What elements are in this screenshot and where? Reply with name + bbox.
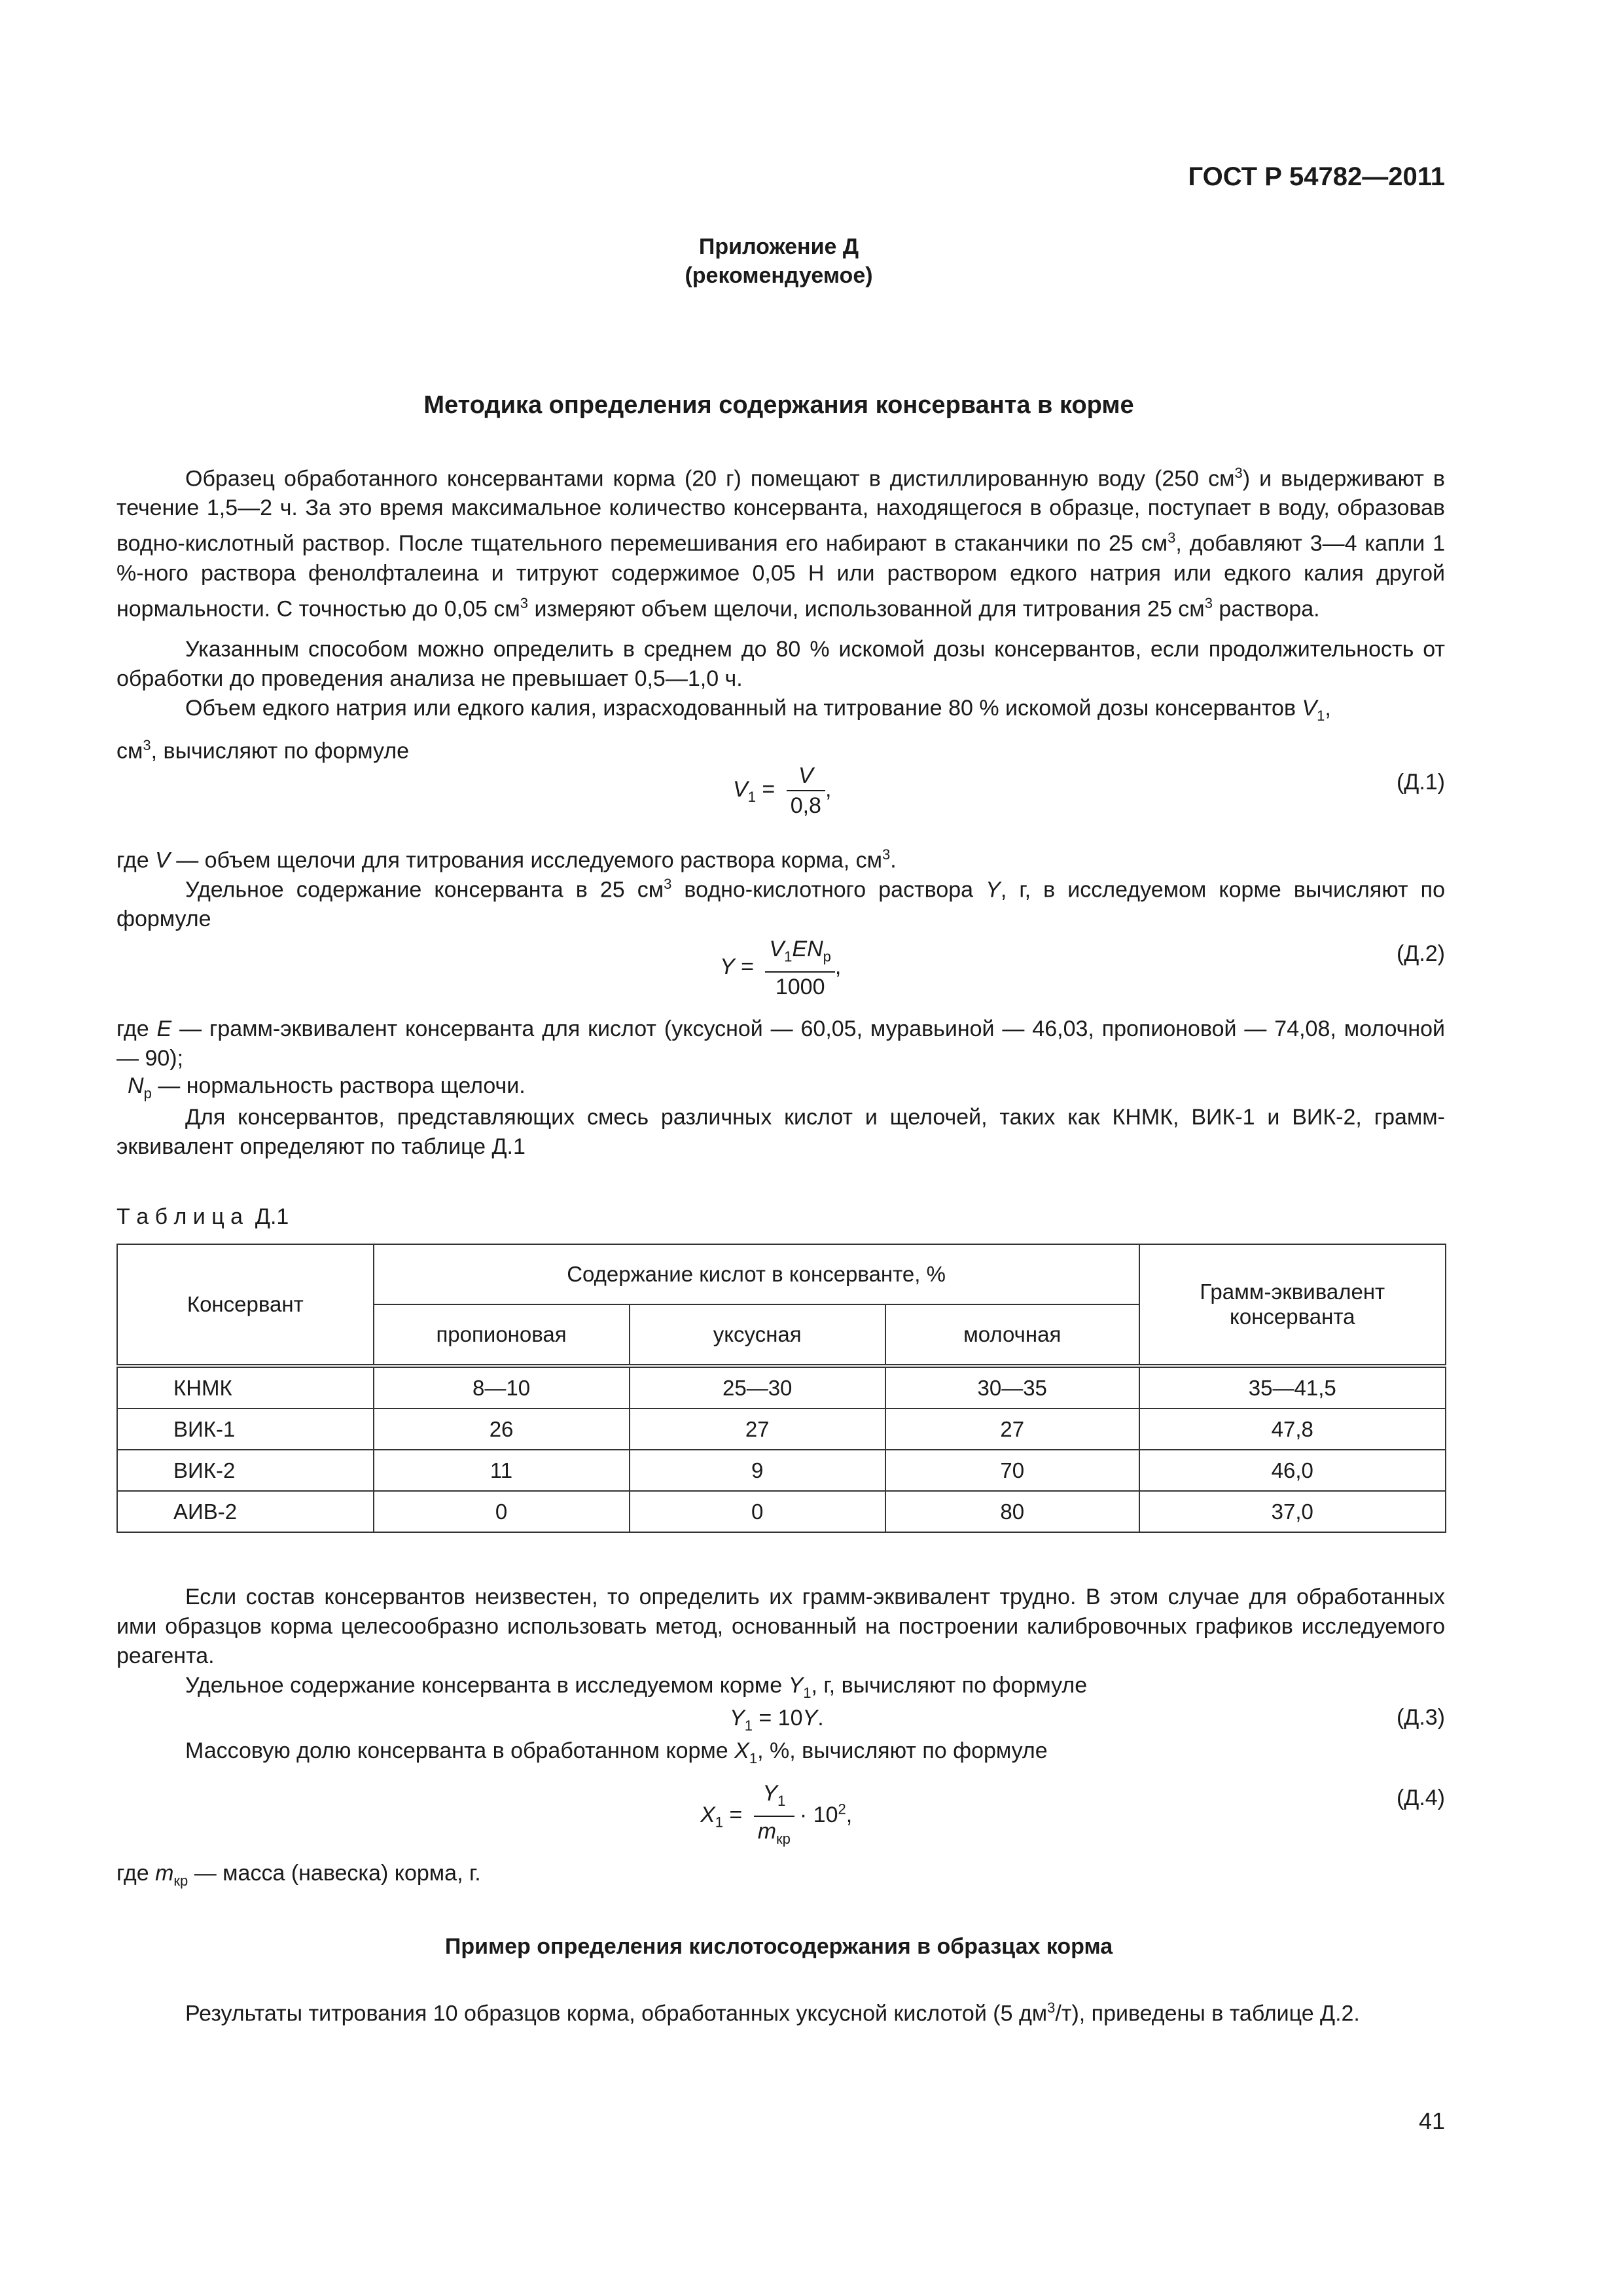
- paragraph-7: Удельное содержание консерванта в исследуемом корме $Y_1$, г, вычисляют по формуле: [185, 1673, 1088, 1701]
- appendix-status: (рекомендуемое): [685, 263, 873, 288]
- cell-equivalent: 47,8: [1139, 1408, 1446, 1450]
- cell-propionic: 26: [374, 1408, 630, 1450]
- cell-equivalent: 35—41,5: [1139, 1366, 1446, 1408]
- formula-d4: $X_1$ = $\frac{Y_1}{m_{кр}}$ · $10^2$,: [700, 1781, 853, 1847]
- table-d1: [116, 1244, 1446, 1533]
- paragraph-2: Указанным способом можно определить в среднем до 80 % искомой дозы консервантов, если продолжительность от обработки до проведения анализа не превышает 0,5—1,0 ч.: [116, 637, 1445, 691]
- cell-lactic: 27: [885, 1408, 1139, 1450]
- table-row: [117, 1408, 1446, 1450]
- formula-d2: Y = $\frac{V_1EN_р}{1000}$ ,: [720, 937, 842, 999]
- where-e: где E — грамм-эквивалент консерванта для кислот (уксусной — 60,05, муравьиной — 46,03, пропионовой — 74,08, молочной — 90);: [116, 1016, 1446, 1071]
- example-title: Пример определения кислотосодержания в образцах корма: [444, 1934, 1113, 1959]
- formula-d3: $Y_1 = 10Y$.: [730, 1706, 824, 1734]
- header-acid-content: Содержание кислот в консерванте, %: [374, 1244, 1139, 1304]
- cell-name: КНМК: [117, 1366, 374, 1408]
- header-lactic: молочная: [885, 1304, 1139, 1366]
- where-np: $N_р$ — нормальность раствора щелочи.: [128, 1073, 526, 1102]
- cell-acetic: 9: [630, 1450, 885, 1491]
- formula-number-d2: (Д.2): [1396, 941, 1445, 966]
- cell-equivalent: 46,0: [1139, 1450, 1446, 1491]
- table-row: [117, 1491, 1446, 1532]
- formula-d1: $V_1$ = $\frac{V}{0,8}$ ,: [733, 763, 832, 818]
- header-propionic: пропионовая: [374, 1304, 630, 1366]
- paragraph-1: Образец обработанного консервантами корма (20 г) помещают в дистиллированную воду (250 $см^3$) и выдерживают в течение 1,5—2 ч. За это время максимальное количество консерванта, находящегося в образце, поступает в воду, образовав водно-кислотный раствор. После тщательного перемешивания его набирают в стаканчики по 25 $см^3$, добавляют 3—4 капли 1 %-ного раствора фенолфталеина и титруют содержимое 0,05 Н или раствором едкого натрия или едкого калия другой нормальности. С точностью до 0,05 $см^3$ измеряют объем щелочи, использованной для титрования 25 $см^3$ раствора.: [116, 465, 1445, 621]
- where-m: где $m_{кр}$ — масса (навеска) корма, г.: [116, 1861, 481, 1889]
- paragraph-6: Если состав консервантов неизвестен, то определить их грамм-эквивалент трудно. В этом случае для обработанных ими образцов корма целесообразно использовать метод, основанный на построении калибровочных графиков исследуемого реагента.: [116, 1585, 1445, 1668]
- cell-lactic: 70: [885, 1450, 1139, 1491]
- cell-lactic: 80: [885, 1491, 1139, 1532]
- paragraph-5: Для консервантов, представляющих смесь различных кислот и щелочей, таких как КНМК, ВИК-1 и ВИК-2, грамм-эквивалент определяют по таблице Д.1: [116, 1105, 1445, 1159]
- cell-lactic: 30—35: [885, 1366, 1139, 1408]
- paragraph-4: Удельное содержание консерванта в 25 $см^3$ водно-кислотного раствора Y, г, в исследуемом корме вычисляют по формуле: [116, 876, 1445, 932]
- standard-number: ГОСТ Р 54782—2011: [1188, 162, 1445, 191]
- header-acetic: уксусная: [630, 1304, 885, 1366]
- section-title: Методика определения содержания консерванта в корме: [423, 391, 1134, 419]
- page-number: 41: [1418, 2108, 1445, 2134]
- appendix-title: Приложение Д: [698, 234, 859, 259]
- table-row: [117, 1450, 1446, 1491]
- paragraph-9: Результаты титрования 10 образцов корма, обработанных уксусной кислотой (5 $дм^3/т$), приведены в таблице Д.2.: [185, 2000, 1360, 2026]
- table-caption: Т а б л и ц а Д.1: [116, 1204, 289, 1229]
- cell-name: АИВ-2: [117, 1491, 374, 1532]
- cell-acetic: 25—30: [630, 1366, 885, 1408]
- paragraph-3: Объем едкого натрия или едкого калия, израсходованный на титрование 80 % искомой дозы консервантов $V_1$, $см^3$, вычисляют по формуле: [116, 696, 1331, 764]
- where-v: где V — объем щелочи для титрования исследуемого раствора корма, $см^3$.: [116, 846, 897, 873]
- cell-name: ВИК-2: [117, 1450, 374, 1491]
- cell-name: ВИК-1: [117, 1408, 374, 1450]
- cell-propionic: 0: [374, 1491, 630, 1532]
- table-row: [117, 1366, 1446, 1408]
- formula-number-d1: (Д.1): [1396, 770, 1445, 795]
- header-equivalent: Грамм-эквивалент консерванта: [1139, 1244, 1446, 1366]
- cell-acetic: 27: [630, 1408, 885, 1450]
- cell-propionic: 11: [374, 1450, 630, 1491]
- cell-acetic: 0: [630, 1491, 885, 1532]
- cell-propionic: 8—10: [374, 1366, 630, 1408]
- paragraph-8: Массовую долю консерванта в обработанном корме $X_1$, %, вычисляют по формуле: [185, 1738, 1048, 1767]
- formula-number-d4: (Д.4): [1396, 1785, 1445, 1810]
- cell-equivalent: 37,0: [1139, 1491, 1446, 1532]
- formula-number-d3: (Д.3): [1396, 1705, 1445, 1730]
- header-preservative: Консервант: [117, 1244, 374, 1366]
